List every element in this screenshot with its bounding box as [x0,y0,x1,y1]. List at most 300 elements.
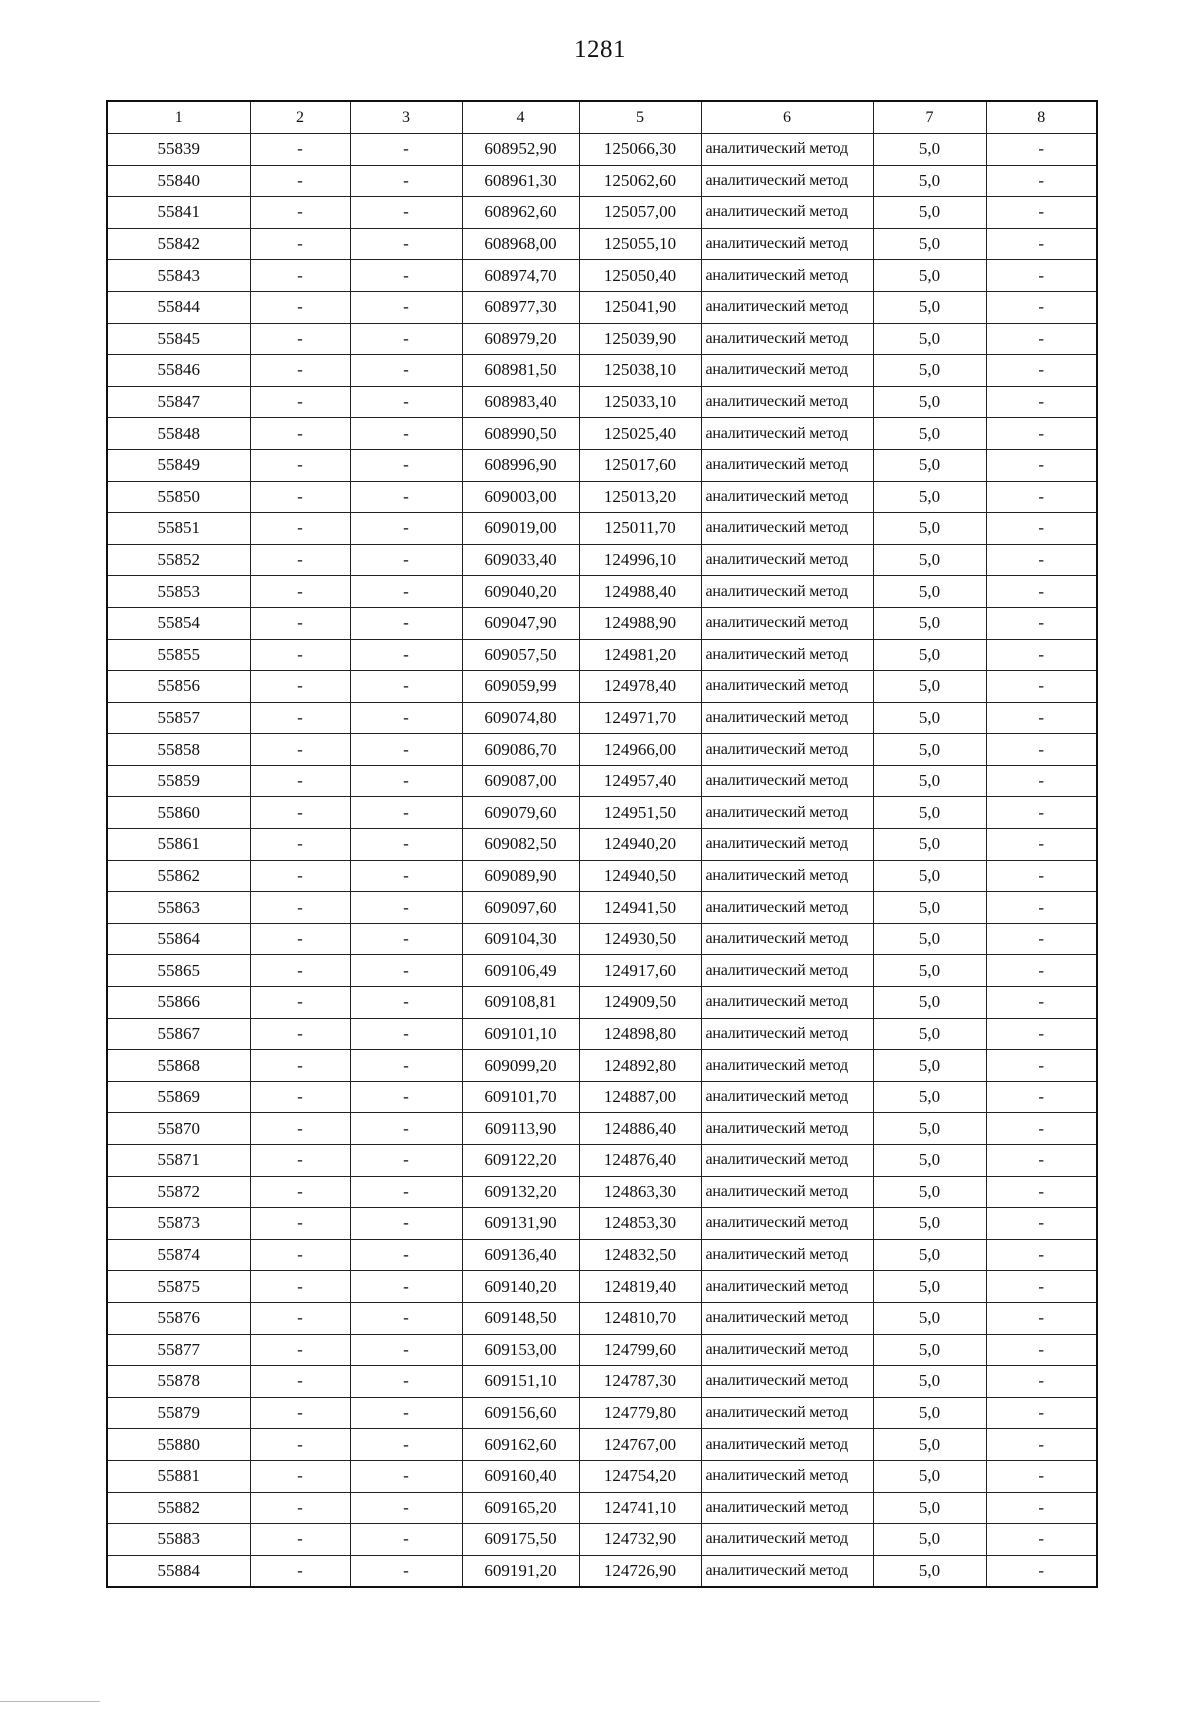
method-cell: аналитический метод [701,860,873,892]
col3-cell: - [350,134,462,166]
method-cell: аналитический метод [701,386,873,418]
col8-cell: - [986,386,1097,418]
y-coordinate-cell: 124799,60 [579,1334,701,1366]
y-coordinate-cell: 124779,80 [579,1397,701,1429]
method-cell: аналитический метод [701,228,873,260]
col3-cell: - [350,1208,462,1240]
error-cell: 5,0 [873,1081,986,1113]
y-coordinate-cell: 124996,10 [579,544,701,576]
y-coordinate-cell: 125055,10 [579,228,701,260]
col3-cell: - [350,1302,462,1334]
x-coordinate-cell: 609059,99 [462,671,579,703]
point-number-cell: 55845 [107,323,250,355]
y-coordinate-cell: 124909,50 [579,987,701,1019]
table-row [107,291,1097,323]
col8-cell: - [986,323,1097,355]
col3-cell: - [350,260,462,292]
col3-cell: - [350,355,462,387]
error-cell: 5,0 [873,860,986,892]
x-coordinate-cell: 609175,50 [462,1524,579,1556]
table-row [107,1334,1097,1366]
y-coordinate-cell: 124988,40 [579,576,701,608]
point-number-cell: 55852 [107,544,250,576]
col8-cell: - [986,1145,1097,1177]
col3-cell: - [350,291,462,323]
col3-cell: - [350,576,462,608]
point-number-cell: 55862 [107,860,250,892]
table-row [107,228,1097,260]
x-coordinate-cell: 609140,20 [462,1271,579,1303]
point-number-cell: 55853 [107,576,250,608]
method-cell: аналитический метод [701,607,873,639]
col2-cell: - [250,1460,350,1492]
table-row [107,197,1097,229]
col2-cell: - [250,1113,350,1145]
point-number-cell: 55880 [107,1429,250,1461]
col3-cell: - [350,923,462,955]
point-number-cell: 55870 [107,1113,250,1145]
x-coordinate-cell: 609113,90 [462,1113,579,1145]
error-cell: 5,0 [873,639,986,671]
col3-cell: - [350,544,462,576]
method-cell: аналитический метод [701,1302,873,1334]
col8-cell: - [986,197,1097,229]
x-coordinate-cell: 609122,20 [462,1145,579,1177]
table-row [107,702,1097,734]
error-cell: 5,0 [873,829,986,861]
error-cell: 5,0 [873,1145,986,1177]
col2-cell: - [250,449,350,481]
error-cell: 5,0 [873,165,986,197]
y-coordinate-cell: 124863,30 [579,1176,701,1208]
table-row [107,734,1097,766]
col8-cell: - [986,1271,1097,1303]
col3-cell: - [350,987,462,1019]
error-cell: 5,0 [873,955,986,987]
table-row [107,765,1097,797]
x-coordinate-cell: 609153,00 [462,1334,579,1366]
y-coordinate-cell: 124930,50 [579,923,701,955]
table-row [107,1492,1097,1524]
y-coordinate-cell: 125039,90 [579,323,701,355]
col3-cell: - [350,1524,462,1556]
point-number-cell: 55883 [107,1524,250,1556]
col2-cell: - [250,955,350,987]
y-coordinate-cell: 124940,20 [579,829,701,861]
error-cell: 5,0 [873,1018,986,1050]
method-cell: аналитический метод [701,513,873,545]
table-row [107,165,1097,197]
error-cell: 5,0 [873,1555,986,1587]
x-coordinate-cell: 608990,50 [462,418,579,450]
x-coordinate-cell: 609101,10 [462,1018,579,1050]
table-body [107,134,1097,1588]
col8-cell: - [986,987,1097,1019]
col2-cell: - [250,513,350,545]
point-number-cell: 55869 [107,1081,250,1113]
col8-cell: - [986,355,1097,387]
method-cell: аналитический метод [701,418,873,450]
x-coordinate-cell: 608983,40 [462,386,579,418]
method-cell: аналитический метод [701,955,873,987]
col2-cell: - [250,829,350,861]
method-cell: аналитический метод [701,923,873,955]
error-cell: 5,0 [873,228,986,260]
column-header: 1 [107,101,250,134]
x-coordinate-cell: 608961,30 [462,165,579,197]
x-coordinate-cell: 608952,90 [462,134,579,166]
col2-cell: - [250,1145,350,1177]
method-cell: аналитический метод [701,1555,873,1587]
error-cell: 5,0 [873,513,986,545]
col8-cell: - [986,860,1097,892]
method-cell: аналитический метод [701,734,873,766]
col3-cell: - [350,1271,462,1303]
y-coordinate-cell: 124732,90 [579,1524,701,1556]
col2-cell: - [250,323,350,355]
error-cell: 5,0 [873,323,986,355]
x-coordinate-cell: 609191,20 [462,1555,579,1587]
col3-cell: - [350,702,462,734]
col8-cell: - [986,1492,1097,1524]
col2-cell: - [250,197,350,229]
y-coordinate-cell: 124966,00 [579,734,701,766]
error-cell: 5,0 [873,291,986,323]
col2-cell: - [250,1555,350,1587]
x-coordinate-cell: 608962,60 [462,197,579,229]
col3-cell: - [350,1239,462,1271]
col2-cell: - [250,418,350,450]
col2-cell: - [250,1492,350,1524]
error-cell: 5,0 [873,1302,986,1334]
col8-cell: - [986,481,1097,513]
col2-cell: - [250,1176,350,1208]
y-coordinate-cell: 124819,40 [579,1271,701,1303]
col2-cell: - [250,1524,350,1556]
point-number-cell: 55846 [107,355,250,387]
col8-cell: - [986,1366,1097,1398]
table-row [107,1018,1097,1050]
table-row [107,1239,1097,1271]
method-cell: аналитический метод [701,987,873,1019]
col2-cell: - [250,134,350,166]
col8-cell: - [986,829,1097,861]
x-coordinate-cell: 609019,00 [462,513,579,545]
point-number-cell: 55841 [107,197,250,229]
col8-cell: - [986,923,1097,955]
y-coordinate-cell: 124898,80 [579,1018,701,1050]
col2-cell: - [250,987,350,1019]
x-coordinate-cell: 609033,40 [462,544,579,576]
y-coordinate-cell: 124876,40 [579,1145,701,1177]
error-cell: 5,0 [873,607,986,639]
point-number-cell: 55849 [107,449,250,481]
table-row [107,671,1097,703]
y-coordinate-cell: 124754,20 [579,1460,701,1492]
col3-cell: - [350,449,462,481]
col8-cell: - [986,1176,1097,1208]
x-coordinate-cell: 608979,20 [462,323,579,355]
col3-cell: - [350,1460,462,1492]
col8-cell: - [986,1239,1097,1271]
method-cell: аналитический метод [701,1271,873,1303]
point-number-cell: 55859 [107,765,250,797]
col2-cell: - [250,1429,350,1461]
x-coordinate-cell: 609097,60 [462,892,579,924]
error-cell: 5,0 [873,418,986,450]
method-cell: аналитический метод [701,165,873,197]
point-number-cell: 55847 [107,386,250,418]
table-row [107,1524,1097,1556]
error-cell: 5,0 [873,1460,986,1492]
table-row [107,987,1097,1019]
col8-cell: - [986,955,1097,987]
table-row [107,323,1097,355]
method-cell: аналитический метод [701,576,873,608]
error-cell: 5,0 [873,386,986,418]
col8-cell: - [986,1397,1097,1429]
point-number-cell: 55867 [107,1018,250,1050]
x-coordinate-cell: 609101,70 [462,1081,579,1113]
col8-cell: - [986,797,1097,829]
col2-cell: - [250,639,350,671]
column-header: 8 [986,101,1097,134]
x-coordinate-cell: 609089,90 [462,860,579,892]
col8-cell: - [986,702,1097,734]
col8-cell: - [986,1334,1097,1366]
col3-cell: - [350,1081,462,1113]
error-cell: 5,0 [873,892,986,924]
method-cell: аналитический метод [701,1429,873,1461]
x-coordinate-cell: 609099,20 [462,1050,579,1082]
error-cell: 5,0 [873,481,986,513]
y-coordinate-cell: 124787,30 [579,1366,701,1398]
point-number-cell: 55878 [107,1366,250,1398]
col2-cell: - [250,1208,350,1240]
col2-cell: - [250,734,350,766]
col8-cell: - [986,734,1097,766]
y-coordinate-cell: 124981,20 [579,639,701,671]
column-header: 7 [873,101,986,134]
point-number-cell: 55851 [107,513,250,545]
y-coordinate-cell: 125057,00 [579,197,701,229]
y-coordinate-cell: 124767,00 [579,1429,701,1461]
method-cell: аналитический метод [701,291,873,323]
y-coordinate-cell: 125013,20 [579,481,701,513]
method-cell: аналитический метод [701,1208,873,1240]
x-coordinate-cell: 608996,90 [462,449,579,481]
table-row [107,1050,1097,1082]
point-number-cell: 55844 [107,291,250,323]
y-coordinate-cell: 125011,70 [579,513,701,545]
point-number-cell: 55857 [107,702,250,734]
y-coordinate-cell: 124941,50 [579,892,701,924]
coordinates-table [106,100,1098,1588]
col8-cell: - [986,1429,1097,1461]
column-header: 4 [462,101,579,134]
col8-cell: - [986,228,1097,260]
y-coordinate-cell: 124978,40 [579,671,701,703]
col3-cell: - [350,607,462,639]
col3-cell: - [350,829,462,861]
col2-cell: - [250,1239,350,1271]
col8-cell: - [986,165,1097,197]
col2-cell: - [250,702,350,734]
method-cell: аналитический метод [701,797,873,829]
col2-cell: - [250,291,350,323]
col3-cell: - [350,860,462,892]
error-cell: 5,0 [873,1429,986,1461]
y-coordinate-cell: 125062,60 [579,165,701,197]
col3-cell: - [350,1050,462,1082]
col3-cell: - [350,892,462,924]
col3-cell: - [350,1397,462,1429]
table-row [107,260,1097,292]
page-number: 1281 [574,36,626,63]
point-number-cell: 55882 [107,1492,250,1524]
col3-cell: - [350,765,462,797]
method-cell: аналитический метод [701,1524,873,1556]
y-coordinate-cell: 125066,30 [579,134,701,166]
table-row [107,829,1097,861]
table-row [107,1429,1097,1461]
y-coordinate-cell: 124951,50 [579,797,701,829]
point-number-cell: 55863 [107,892,250,924]
method-cell: аналитический метод [701,1492,873,1524]
y-coordinate-cell: 125041,90 [579,291,701,323]
col2-cell: - [250,765,350,797]
point-number-cell: 55842 [107,228,250,260]
y-coordinate-cell: 125033,10 [579,386,701,418]
col8-cell: - [986,513,1097,545]
col8-cell: - [986,260,1097,292]
x-coordinate-cell: 609106,49 [462,955,579,987]
y-coordinate-cell: 124886,40 [579,1113,701,1145]
table-row [107,418,1097,450]
table-row [107,449,1097,481]
x-coordinate-cell: 609162,60 [462,1429,579,1461]
method-cell: аналитический метод [701,702,873,734]
x-coordinate-cell: 608974,70 [462,260,579,292]
table-row [107,1397,1097,1429]
table-row [107,955,1097,987]
col8-cell: - [986,1555,1097,1587]
table-row [107,513,1097,545]
y-coordinate-cell: 124887,00 [579,1081,701,1113]
col3-cell: - [350,797,462,829]
y-coordinate-cell: 124726,90 [579,1555,701,1587]
col2-cell: - [250,671,350,703]
method-cell: аналитический метод [701,355,873,387]
method-cell: аналитический метод [701,1366,873,1398]
col8-cell: - [986,892,1097,924]
y-coordinate-cell: 124988,90 [579,607,701,639]
error-cell: 5,0 [873,923,986,955]
method-cell: аналитический метод [701,260,873,292]
point-number-cell: 55848 [107,418,250,450]
error-cell: 5,0 [873,1113,986,1145]
method-cell: аналитический метод [701,1176,873,1208]
table-row [107,1145,1097,1177]
col8-cell: - [986,134,1097,166]
point-number-cell: 55875 [107,1271,250,1303]
col2-cell: - [250,576,350,608]
col2-cell: - [250,1366,350,1398]
point-number-cell: 55858 [107,734,250,766]
table-row [107,892,1097,924]
error-cell: 5,0 [873,1271,986,1303]
table-row [107,607,1097,639]
col2-cell: - [250,165,350,197]
error-cell: 5,0 [873,134,986,166]
y-coordinate-cell: 124957,40 [579,765,701,797]
x-coordinate-cell: 609079,60 [462,797,579,829]
col3-cell: - [350,671,462,703]
col3-cell: - [350,197,462,229]
method-cell: аналитический метод [701,1081,873,1113]
method-cell: аналитический метод [701,1145,873,1177]
point-number-cell: 55843 [107,260,250,292]
y-coordinate-cell: 124971,70 [579,702,701,734]
error-cell: 5,0 [873,987,986,1019]
col2-cell: - [250,481,350,513]
x-coordinate-cell: 609160,40 [462,1460,579,1492]
col2-cell: - [250,1050,350,1082]
error-cell: 5,0 [873,702,986,734]
x-coordinate-cell: 608968,00 [462,228,579,260]
method-cell: аналитический метод [701,449,873,481]
col2-cell: - [250,1271,350,1303]
x-coordinate-cell: 609040,20 [462,576,579,608]
col3-cell: - [350,1145,462,1177]
col8-cell: - [986,1018,1097,1050]
point-number-cell: 55874 [107,1239,250,1271]
col3-cell: - [350,955,462,987]
error-cell: 5,0 [873,1334,986,1366]
col8-cell: - [986,1524,1097,1556]
method-cell: аналитический метод [701,1239,873,1271]
col2-cell: - [250,860,350,892]
method-cell: аналитический метод [701,134,873,166]
method-cell: аналитический метод [701,481,873,513]
col3-cell: - [350,1555,462,1587]
table-row [107,481,1097,513]
col2-cell: - [250,607,350,639]
col8-cell: - [986,291,1097,323]
point-number-cell: 55860 [107,797,250,829]
point-number-cell: 55840 [107,165,250,197]
table-row [107,1208,1097,1240]
error-cell: 5,0 [873,1524,986,1556]
error-cell: 5,0 [873,1366,986,1398]
col2-cell: - [250,923,350,955]
col3-cell: - [350,1113,462,1145]
table-row [107,355,1097,387]
table-row [107,797,1097,829]
point-number-cell: 55879 [107,1397,250,1429]
col2-cell: - [250,1081,350,1113]
point-number-cell: 55854 [107,607,250,639]
table-row [107,923,1097,955]
col8-cell: - [986,671,1097,703]
col3-cell: - [350,734,462,766]
col3-cell: - [350,513,462,545]
col3-cell: - [350,1429,462,1461]
table-row [107,134,1097,166]
x-coordinate-cell: 609148,50 [462,1302,579,1334]
col2-cell: - [250,1397,350,1429]
table-header-row [107,101,1097,134]
